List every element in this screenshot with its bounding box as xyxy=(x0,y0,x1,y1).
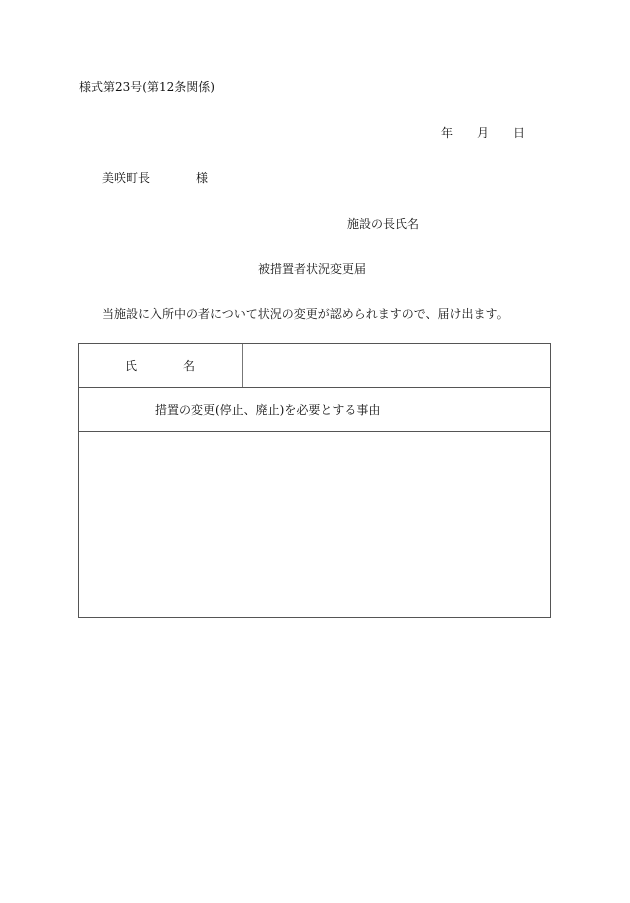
name-label-1: 氏 xyxy=(125,359,138,373)
addressee-name: 美咲町長 xyxy=(102,171,151,185)
document-title: 被措置者状況変更届 xyxy=(258,262,367,276)
row-divider xyxy=(79,431,550,432)
body-text: 当施設に入所中の者について状況の変更が認められますので、届け出ます。 xyxy=(102,307,509,321)
date-day-label: 日 xyxy=(513,126,526,140)
row-divider xyxy=(79,387,550,388)
addressee-honorific: 様 xyxy=(196,171,209,185)
reason-field[interactable] xyxy=(85,438,545,613)
form-table xyxy=(78,343,551,618)
date-year-label: 年 xyxy=(441,126,454,140)
name-field[interactable] xyxy=(249,359,539,373)
applicant-label: 施設の長氏名 xyxy=(347,217,420,231)
column-divider xyxy=(242,344,243,387)
form-number: 様式第23号(第12条関係) xyxy=(79,80,215,94)
reason-label: 措置の変更(停止、廃止)を必要とする事由 xyxy=(155,403,381,417)
name-label-2: 名 xyxy=(183,359,196,373)
date-month-label: 月 xyxy=(477,126,490,140)
